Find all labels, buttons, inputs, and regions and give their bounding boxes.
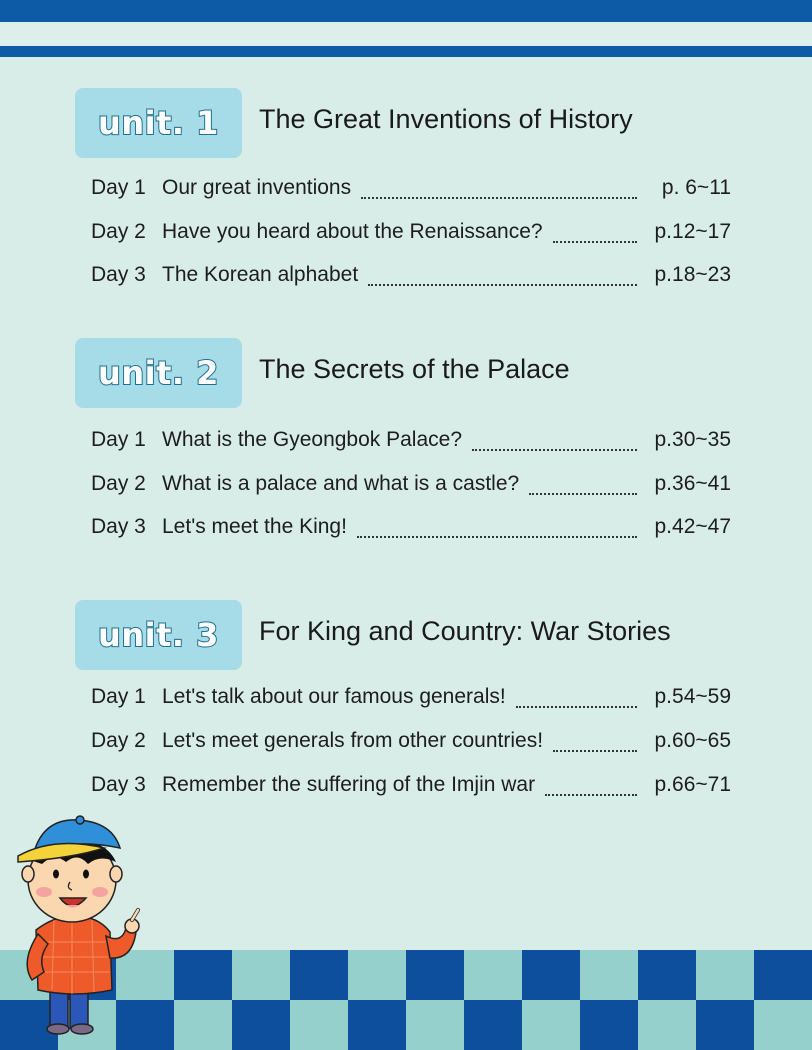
day-label: Day 3 xyxy=(91,773,146,796)
unit-title: For King and Country: War Stories xyxy=(259,616,671,646)
lesson-title: Remember the suffering of the Imjin war xyxy=(162,773,536,796)
unit-badge xyxy=(75,338,242,408)
lesson-title: Let's meet the King! xyxy=(162,515,347,538)
checker-square xyxy=(522,1000,580,1050)
toc-row[interactable] xyxy=(91,428,731,458)
day-label: Day 1 xyxy=(91,428,146,451)
checker-square xyxy=(754,1000,812,1050)
checker-square xyxy=(348,950,406,1000)
page-range: p.42~47 xyxy=(654,515,731,538)
unit-badge-label: unit. 3 xyxy=(98,616,219,654)
unit-badge-label: unit. 1 xyxy=(98,104,219,142)
day-label: Day 2 xyxy=(91,220,146,243)
day-label: Day 1 xyxy=(91,176,146,199)
checker-square xyxy=(638,1000,696,1050)
header-rule xyxy=(0,46,812,57)
checker-square xyxy=(232,950,290,1000)
dot-leader xyxy=(529,493,637,495)
unit-title: The Secrets of the Palace xyxy=(259,354,570,384)
toc-row[interactable] xyxy=(91,685,731,715)
checker-square xyxy=(464,1000,522,1050)
checker-square xyxy=(464,950,522,1000)
checker-square xyxy=(406,950,464,1000)
checker-square xyxy=(174,1000,232,1050)
lesson-title: The Korean alphabet xyxy=(162,263,359,286)
unit-title: The Great Inventions of History xyxy=(259,104,633,134)
checker-square xyxy=(406,1000,464,1050)
toc-row[interactable] xyxy=(91,472,731,502)
lesson-title: What is a palace and what is a castle? xyxy=(162,472,520,495)
lesson-title: Let's meet generals from other countries! xyxy=(162,729,544,752)
day-label: Day 2 xyxy=(91,472,146,495)
toc-row[interactable] xyxy=(91,220,731,250)
header-bar xyxy=(0,0,812,22)
dot-leader xyxy=(472,449,637,451)
dot-leader xyxy=(545,794,637,796)
checker-square xyxy=(232,1000,290,1050)
dot-leader xyxy=(516,706,637,708)
unit-badge xyxy=(75,600,242,670)
day-label: Day 2 xyxy=(91,729,146,752)
page-range: p. 6~11 xyxy=(661,176,731,199)
header-gap xyxy=(0,22,812,46)
toc-row[interactable] xyxy=(91,773,731,803)
lesson-title: Have you heard about the Renaissance? xyxy=(162,220,543,243)
dot-leader xyxy=(553,241,637,243)
toc-row[interactable] xyxy=(91,263,731,293)
dot-leader xyxy=(357,536,637,538)
dot-leader xyxy=(553,750,637,752)
dot-leader xyxy=(361,197,637,199)
lesson-title: Let's talk about our famous generals! xyxy=(162,685,506,708)
checker-square xyxy=(696,1000,754,1050)
page-range: p.12~17 xyxy=(654,220,731,243)
checker-square xyxy=(290,950,348,1000)
checker-square xyxy=(174,950,232,1000)
checker-square xyxy=(754,950,812,1000)
cartoon-boy-illustration xyxy=(14,812,144,1042)
unit-badge xyxy=(75,88,242,158)
checker-square xyxy=(696,950,754,1000)
checker-square xyxy=(580,1000,638,1050)
unit-badge-label: unit. 2 xyxy=(98,354,219,392)
page-range: p.30~35 xyxy=(654,428,731,451)
page-range: p.18~23 xyxy=(654,263,731,286)
dot-leader xyxy=(368,284,637,286)
page-range: p.54~59 xyxy=(654,685,731,708)
checker-square xyxy=(522,950,580,1000)
checker-square xyxy=(348,1000,406,1050)
page-range: p.66~71 xyxy=(654,773,731,796)
page-range: p.60~65 xyxy=(654,729,731,752)
page-range: p.36~41 xyxy=(654,472,731,495)
day-label: Day 3 xyxy=(91,515,146,538)
checker-square xyxy=(290,1000,348,1050)
day-label: Day 1 xyxy=(91,685,146,708)
toc-row[interactable] xyxy=(91,176,731,206)
lesson-title: Our great inventions xyxy=(162,176,352,199)
day-label: Day 3 xyxy=(91,263,146,286)
checker-square xyxy=(638,950,696,1000)
toc-row[interactable] xyxy=(91,729,731,759)
checker-square xyxy=(580,950,638,1000)
toc-row[interactable] xyxy=(91,515,731,545)
lesson-title: What is the Gyeongbok Palace? xyxy=(162,428,463,451)
